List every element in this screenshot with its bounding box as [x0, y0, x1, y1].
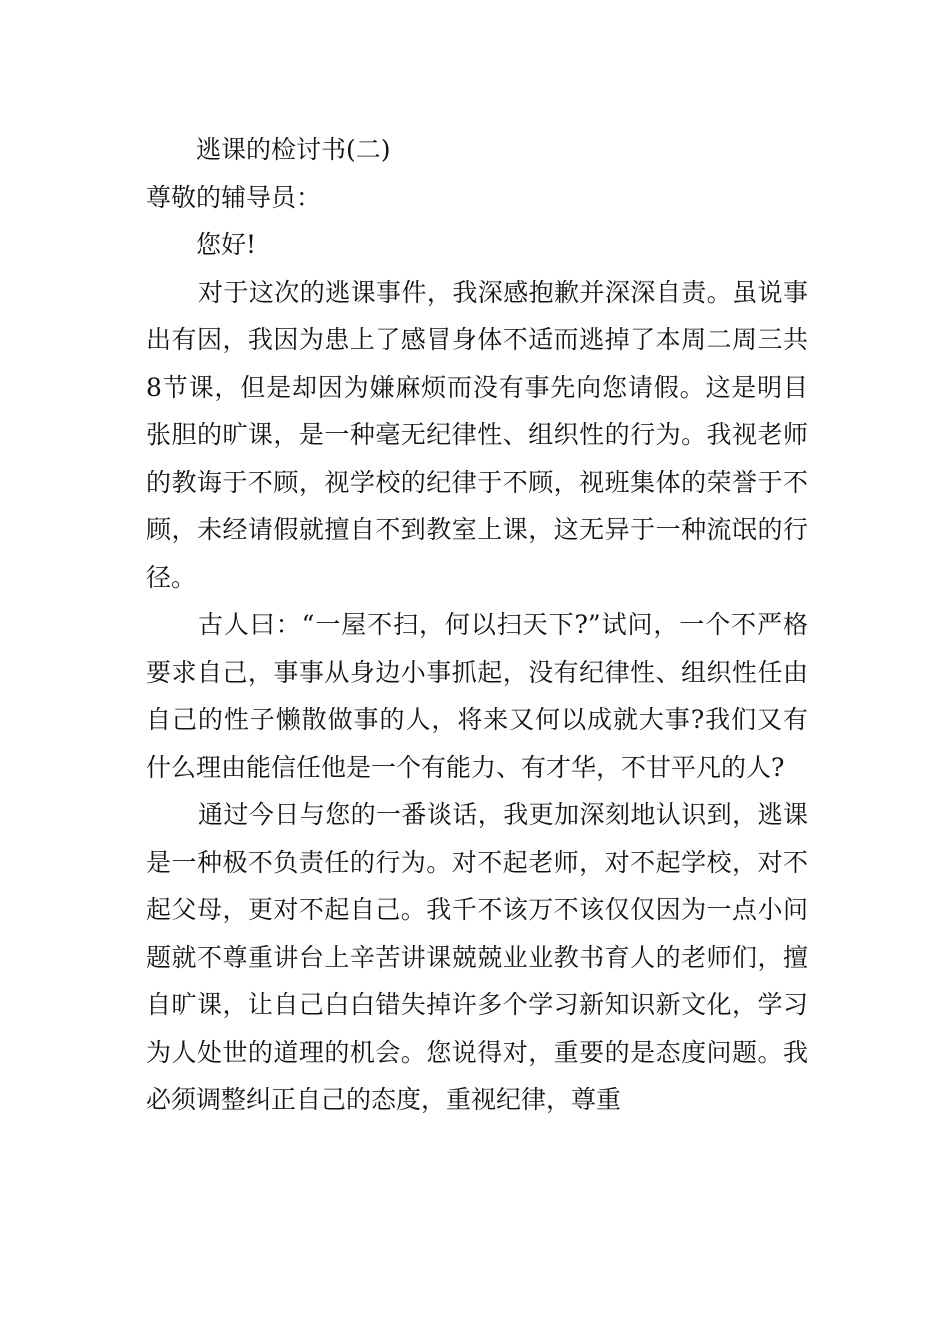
paragraph-2: 古人曰：“一屋不扫，何以扫天下?”试问，一个不严格要求自己，事事从身边小事抓起，没有纪律性、组织性任由自己的性子懒散做事的人，将来又何以成就大事?我们又有什么理由能信任他是一个有能力、有才华，不甘平凡的人?	[146, 610, 808, 782]
document-title: 逃课的检讨书(二)	[196, 135, 391, 164]
salutation: 尊敬的辅导员：	[146, 182, 322, 212]
paragraph-1: 对于这次的逃课事件，我深感抱歉并深深自责。虽说事出有因，我因为患上了感冒身体不适而逃掉了本周二周三共8节课，但是却因为嫌麻烦而没有事先向您请假。这是明目张胆的旷课，是一种毫无纪律性、组织性的行为。我视老师的教诲于不顾，视学校的纪律于不顾，视班集体的荣誉于不顾，未经请假就擅自不到教室上课，这无异于一种流氓的行径。	[146, 277, 808, 592]
paragraph-3: 通过今日与您的一番谈话，我更加深刻地认识到，逃课是一种极不负责任的行为。对不起老师，对不起学校，对不起父母，更对不起自己。我千不该万不该仅仅因为一点小问题就不尊重讲台上辛苦讲课兢兢业业教书育人的老师们，擅自旷课，让自己白白错失掉许多个学习新知识新文化，学习为人处世的道理的机会。您说得对，重要的是态度问题。我必须调整纠正自己的态度，重视纪律，尊重	[146, 800, 808, 1114]
greeting: 您好!	[196, 230, 257, 259]
document-body	[146, 126, 808, 1124]
